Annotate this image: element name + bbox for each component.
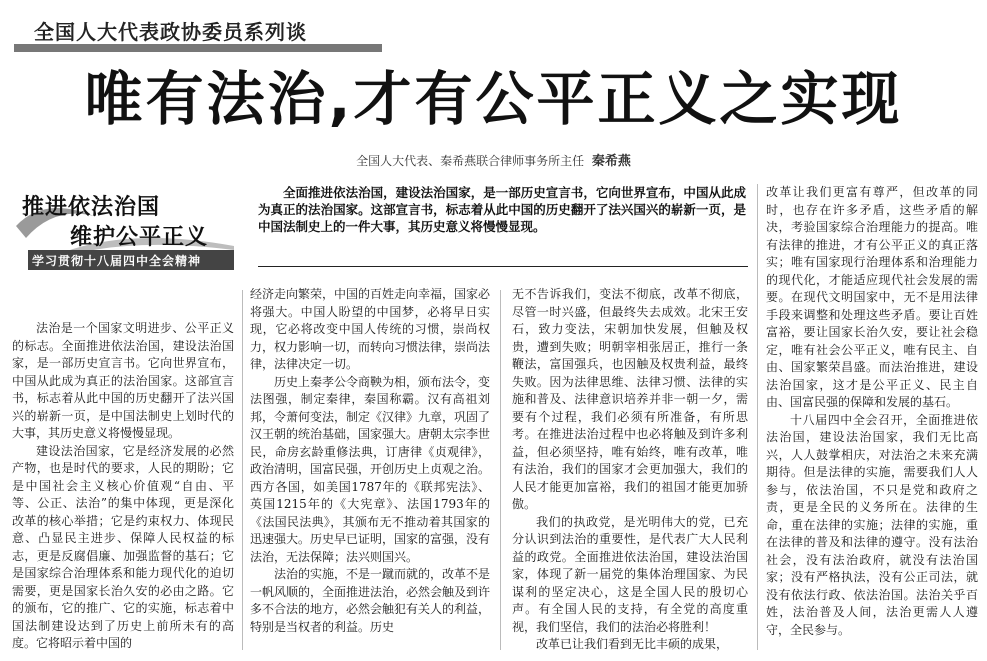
topic-badge	[14, 186, 236, 290]
byline	[0, 150, 987, 169]
body-column-3	[512, 286, 748, 654]
column-divider	[757, 184, 758, 650]
paragraph: 法治是一个国家文明进步、公平正义的标志。全面推进依法治国，建设法治国家，是一部历史宣言书。它向世界宣布，中国从此成为真正的法治国家。这部宣言书，标志着从此中国的历史翻开了法兴国兴的崭新一页，是中国法制史上划时代的大事，其历史意义将慢慢显现。	[12, 321, 234, 440]
paragraph: 无不告诉我们，变法不彻底，改革不彻底，尽管一时兴盛，但最终失去成效。北宋王安石，致力变法，宋朝加快发展，但触及权贵，遭到失败；明朝宰相张居正，推行一条鞭法，富国强兵，也因触及权贵利益，最终失败。因为法律思维、法律习惯、法律的实施和普及、法律意识培养并非一朝一夕，需要有个过程，我们必须有所准备，有所思考。在推进法治过程中也必将触及到许多利益，但必须坚持，唯有始终，唯有改革，唯有法治，我们的国家才会更加强大，我们的人民才能更加富裕，我们的祖国才能更加骄傲。	[512, 287, 748, 511]
paragraph: 我们的执政党，是光明伟大的党，已充分认识到法治的重要性，是代表广大人民利益的政党。全面推进依法治国，建设法治国家，体现了新一届党的集体治理国家、为民谋利的坚定决心，这是全国人民的殷切心声。有全国人民的支持，有全党的高度重视，我们坚信，我们的法治必将胜利！	[512, 514, 748, 634]
byline-affiliation: 全国人大代表、秦希燕联合律师事务所主任	[356, 154, 585, 168]
paragraph: 经济走向繁荣，中国的百姓走向幸福，国家必将强大。中国人盼望的中国梦，必将早日实现，它必将改变中国人传统的习惯，崇尚权力，权力影响一切，而转向习惯法律，崇尚法律，法律决定一切。	[250, 287, 491, 371]
headline: 唯有法治,才有公平正义之实现	[84, 65, 903, 133]
column-divider	[500, 290, 501, 650]
series-banner	[14, 14, 382, 52]
paragraph: 改革让我们更富有尊严，但改革的同时，也存在许多矛盾，这些矛盾的解决，考验国家综合治理能力的提高。唯有法律的推进，才有公平正义的真正落实；唯有国家现行治理体系和治理能力的现代化，才能适应现代社会发展的需要。在现代文明国家中，无不是用法律手段来调整和处理这些矛盾。要让百姓富裕，要让国家长治久安，要让社会稳定，唯有社会公平正义，唯有民主、自由、国家繁荣昌盛。而法治推进，建设法治国家，这才是公平正义、民主自由、国富民强的保障和发展的基石。	[766, 185, 978, 409]
banner-underline	[14, 44, 382, 52]
paragraph: 法治的实施，不是一蹴而就的，改革不是一帆风顺的，全面推进法治，必然会触及到许多不合法的地方，必然会触犯有关人的利益，特别是当权者的利益。历史	[250, 567, 491, 634]
paragraph: 改革已让我们看到无比丰硕的成果，	[536, 637, 729, 651]
paragraph: 建设法治国家，它是经济发展的必然产物，也是时代的要求，人民的期盼；它是中国社会主义核心价值观“自由、平等、公正、法治”的集中体现，更是深化改革的核心举措；它是约束权力、体现民意、凸显民主进步、保障人民权益的标志，更是反腐倡廉、加强监督的基石；它是国家综合治理体系和能力现代化的迫切需要，更是国家长治久安的必由之路。它的颁布，它的推广、它的实施，标志着中国法制建设达到了历史上前所未有的高度。它将昭示着中国的	[12, 443, 234, 650]
column-divider	[242, 290, 243, 650]
byline-author: 秦希燕	[591, 154, 631, 169]
body-column-2	[250, 286, 490, 636]
body-column-1	[12, 320, 234, 653]
paragraph: 历史上秦孝公令商鞅为相，颁布法令，变法图强，制定秦律，秦国称霸。汉有高祖刘邦，令萧何变法，制定《汉律》九章，巩固了汉王朝的统治基础，国家强大。唐朝太宗李世民，命房玄龄重修法典，订唐律《贞观律》，政治清明，国富民强，开创历史上贞观之治。西方各国，如美国1787年的《联邦宪法》、英国1215年的《大宪章》、法国1793年的《法国民法典》，其颁布无不推动着其国家的迅速强大。历史早已证明，国家的富强，没有法治，无法保障；法兴则国兴。	[250, 374, 491, 564]
badge-line-3: 学习贯彻十八届四中全会精神	[32, 254, 202, 268]
lead-divider	[258, 266, 748, 267]
badge-line-1: 推进依法治国	[22, 195, 161, 220]
series-title: 全国人大代表政协委员系列谈	[34, 20, 307, 44]
lead-paragraph: 全面推进依法治国，建设法治国家，是一部历史宣言书，它向世界宣布，中国从此成为真正的法治国家。这部宣言书，标志着从此中国的历史翻开了法兴国兴的崭新一页，是中国法制史上的一件大事，其历史意义将慢慢显现。	[258, 185, 746, 234]
body-column-4	[766, 184, 978, 639]
paragraph: 十八届四中全会召开，全面推进依法治国，建设法治国家，我们无比高兴，人人鼓掌相庆，对法治之未来充满期待。但是法律的实施，需要我们人人参与，依法治国，不只是党和政府之责，更是全民的义务所在。法律的生命，重在法律的实施；法律的实施，重在法律的普及和法律的遵守。没有法治社会，没有法治政府，就没有法治国家；没有严格执法，没有公正司法，就没有依法行政、依法治国。法治关乎百姓，法治普及人间，法治更需人人遵守，全民参与。	[766, 412, 978, 637]
badge-line-2: 维护公平正义	[70, 225, 209, 250]
